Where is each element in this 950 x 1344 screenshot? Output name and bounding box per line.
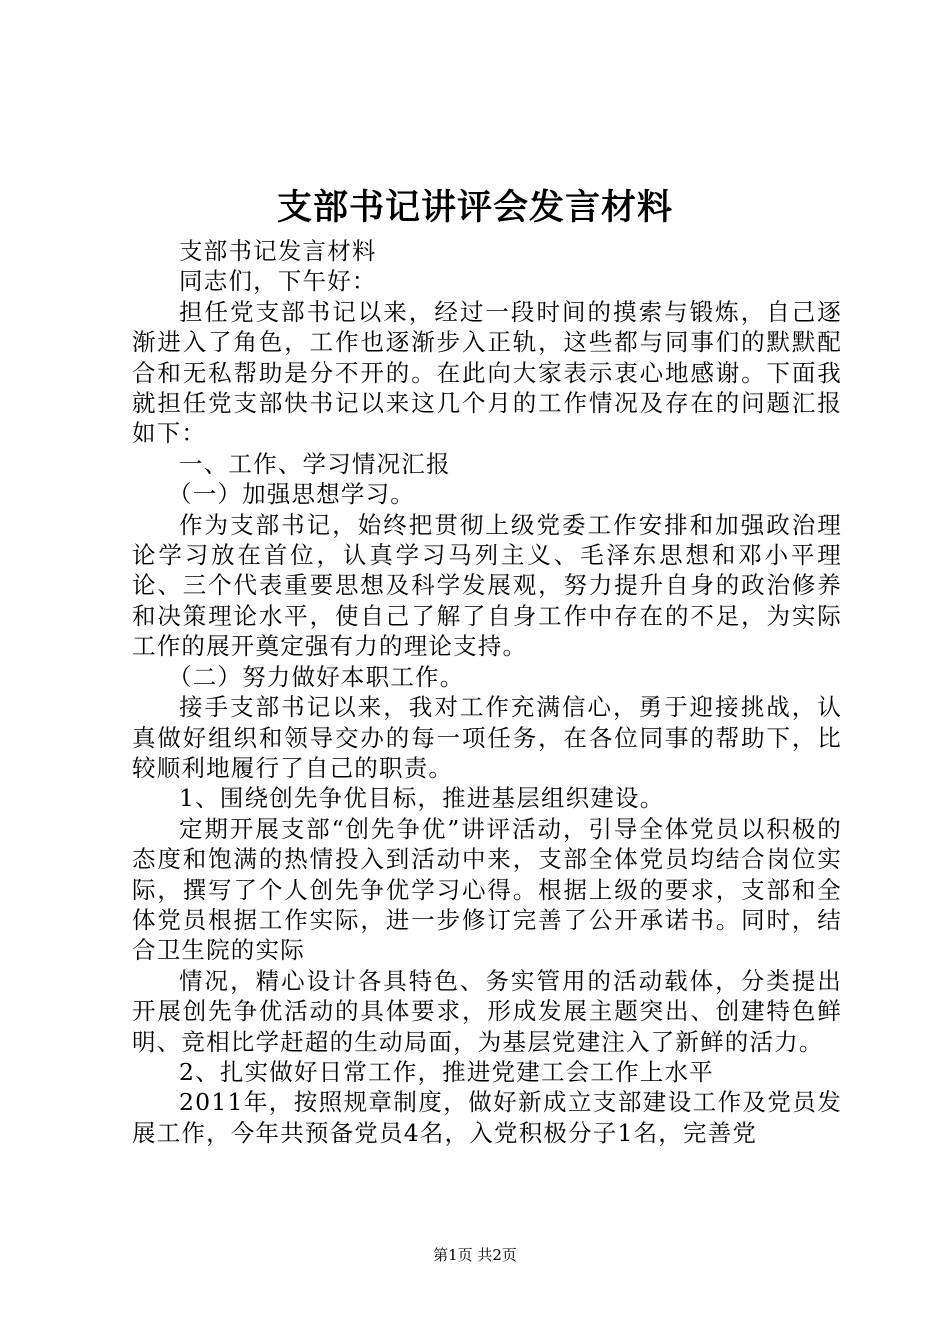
paragraph-item-2: 2011年，按照规章制度，做好新成立支部建设工作及党员发展工作，今年共预备党员4名，入党积极分子1名，完善党 [132,1088,842,1147]
document-body [132,236,842,1148]
paragraph-item-1-b: 情况，精心设计各具特色、务实管用的活动载体，分类提出开展创先争优活动的具体要求，形成发展主题突出、创建特色鲜明、竞相比学赶超的生动局面，为基层党建注入了新鲜的活力。 [132,966,842,1056]
paragraph-subtitle: 支部书记发言材料 [179,237,377,265]
paragraph-intro: 担任党支部书记以来，经过一段时间的摸索与锻炼，自己逐渐进入了角色，工作也逐渐步入正轨，这些都与同事们的默默配合和无私帮助是分不开的。在此向大家表示衷心地感谢。下面我就担任党支部快书记以来这几个月的工作情况及存在的问题汇报如下： [132,297,842,448]
section-heading-work-study: 一、工作、学习情况汇报 [179,449,451,478]
item-heading-2: 2、扎实做好日常工作，推进党建工会工作上水平 [179,1057,714,1086]
paragraph-duties: 接手支部书记以来，我对工作充满信心，勇于迎接挑战，认真做好组织和领导交办的每一项任务，在各位同事的帮助下，比较顺利地履行了自己的职责。 [132,693,842,782]
item-heading-1: 1、围绕创先争优目标，推进基层组织建设。 [179,784,665,813]
paragraph-thought-study: 作为支部书记，始终把贯彻上级党委工作安排和加强政治理论学习放在首位，认真学习马列主义、毛泽东思想和邓小平理论、三个代表重要思想及科学发展观，努力提升自身的政治修养和决策理论水平，使自己了解了自身工作中存在的不足，为实际工作的展开奠定强有力的理论支持。 [132,510,842,661]
paragraph-greeting: 同志们，下午好： [179,267,377,296]
subsection-heading-thought-study: （一）加强思想学习。 [168,480,415,509]
paragraph-item-1-a: 定期开展支部“创先争优”讲评活动，引导全体党员以积极的态度和饱满的热情投入到活动中来，支部全体党员均结合岗位实际，撰写了个人创先争优学习心得。根据上级的要求，支部和全体党员根据工作实际，进一步修订完善了公开承诺书。同时，结合卫生院的实际 [132,814,842,965]
document-title: 支部书记讲评会发言材料 [276,187,673,228]
page-number-footer: 第1页 共2页 [433,1246,517,1264]
subsection-heading-duties: （二）努力做好本职工作。 [168,662,465,691]
